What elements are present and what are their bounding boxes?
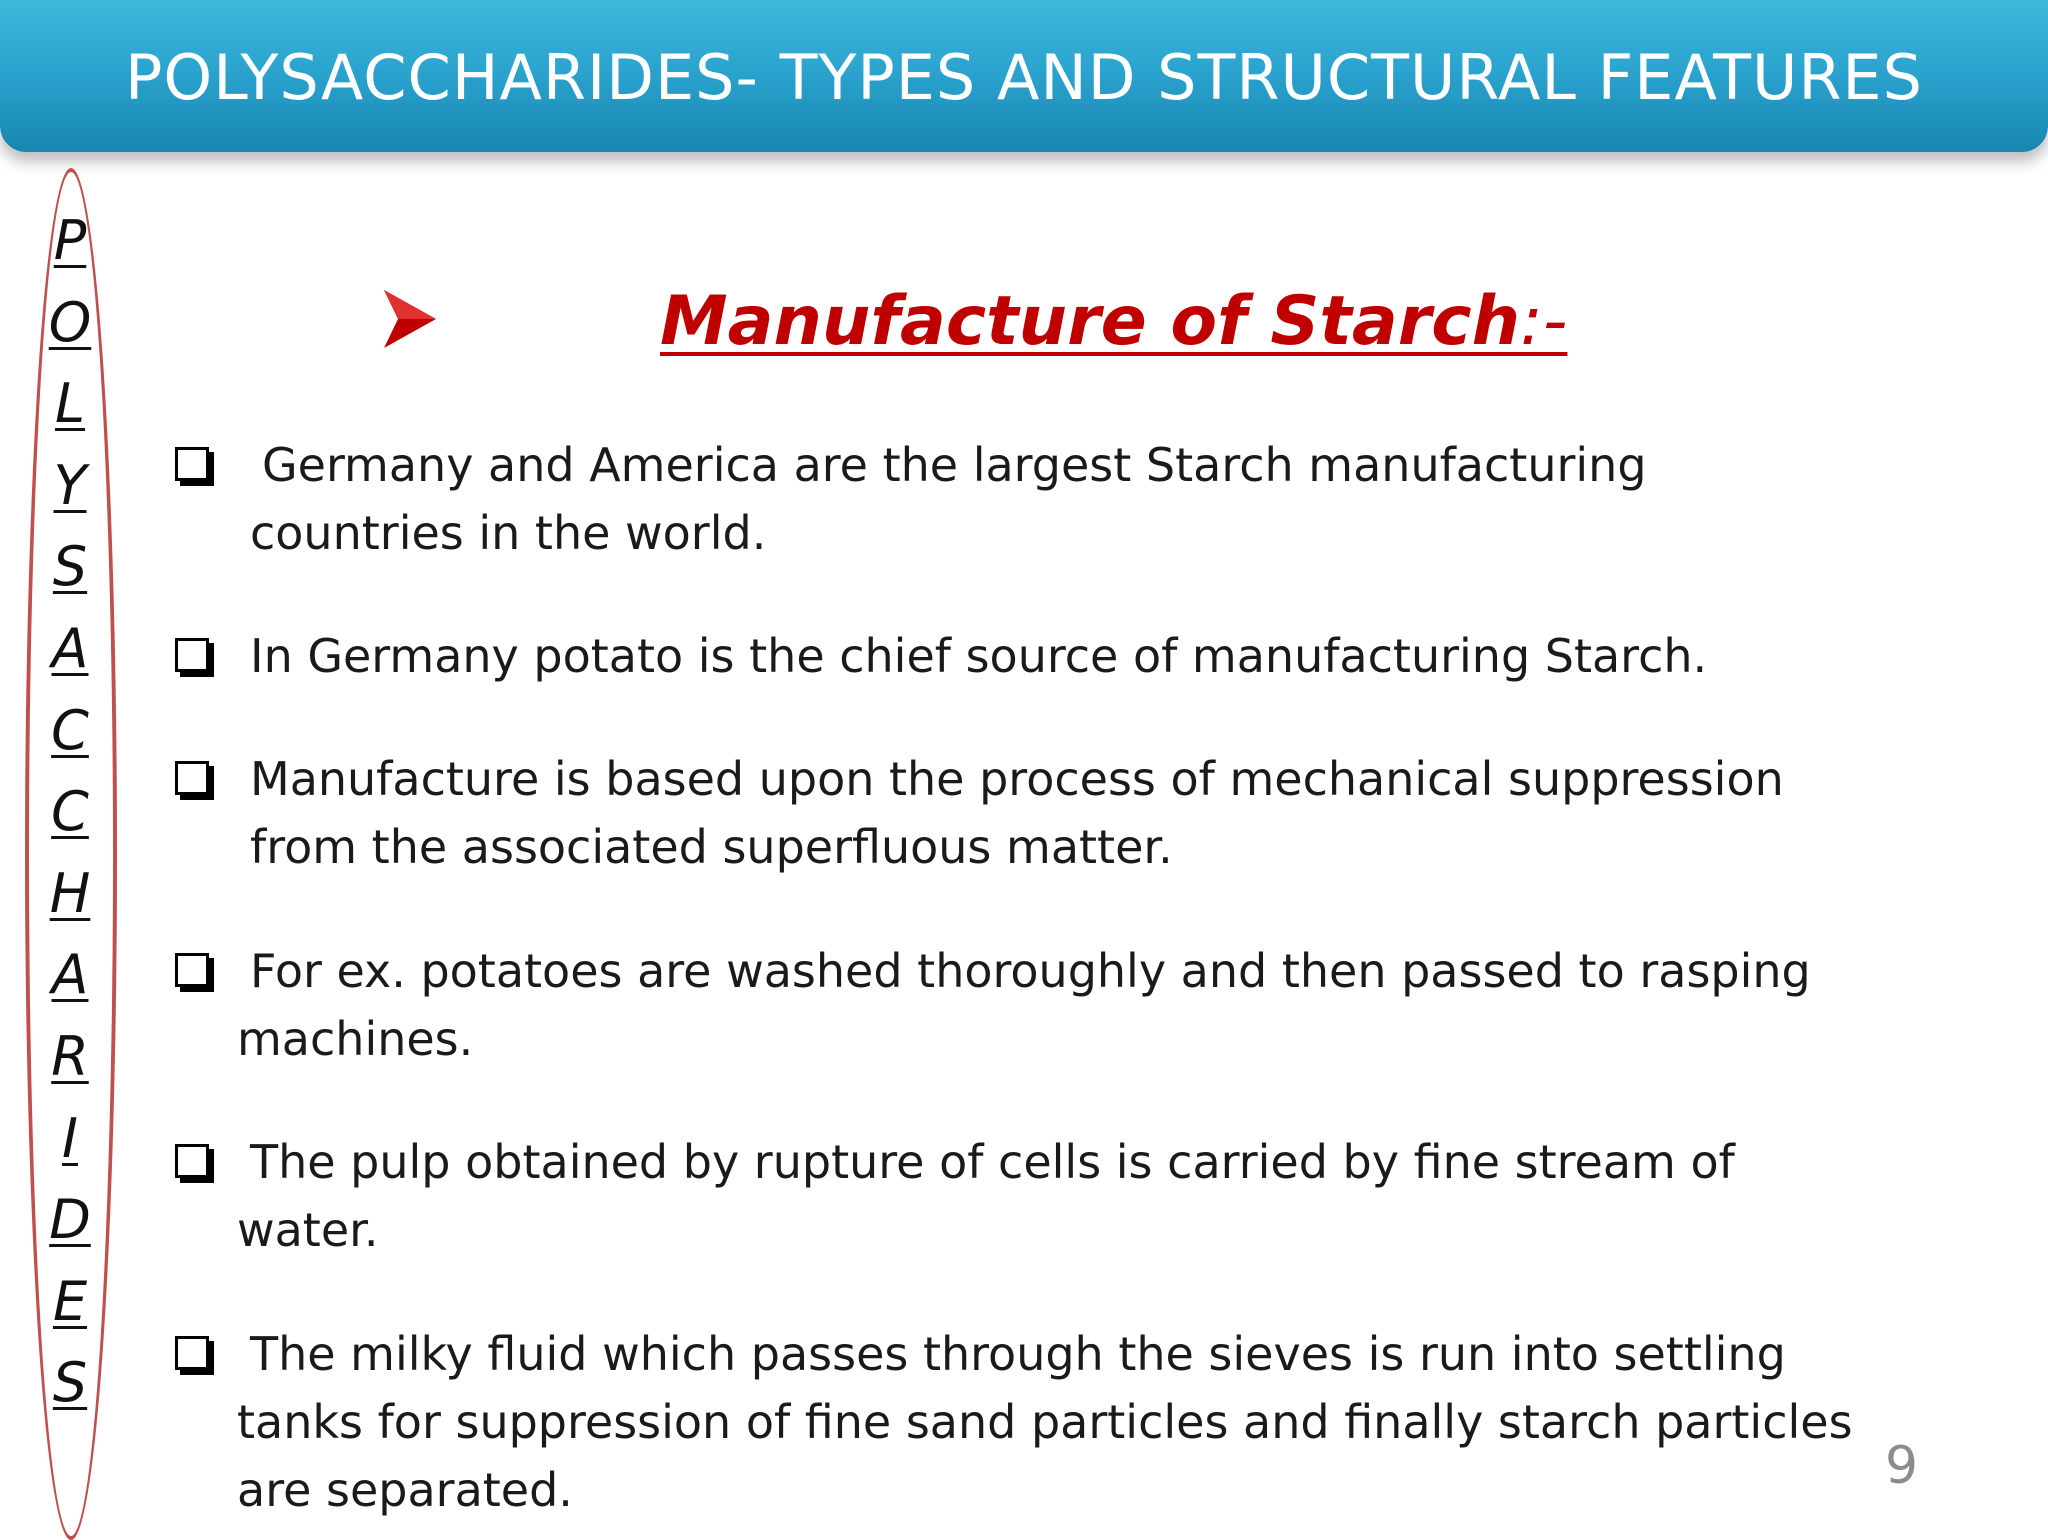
text-line: The pulp obtained by rupture of cells is carried by fine stream of (250, 1135, 1735, 1189)
checkbox-icon (175, 1336, 209, 1370)
text-line: Manufacture is based upon the process of mechanical suppression (250, 752, 1784, 806)
list-item-text (237, 1320, 1870, 1524)
text-line: machines. (237, 1012, 474, 1066)
vertical-letter: E (52, 1269, 88, 1333)
section-heading (660, 280, 1567, 364)
checkbox-icon (175, 953, 209, 987)
text-line: The milky fluid which passes through the sieves is run into settling (250, 1327, 1786, 1381)
vertical-letter: R (51, 1024, 89, 1088)
vertical-letter: H (49, 861, 91, 925)
slide-title: POLYSACCHARIDES- TYPES AND STRUCTURAL FEATURES (125, 41, 1923, 114)
heading-suffix: :- (1520, 282, 1568, 361)
vertical-letter: Y (53, 453, 87, 517)
checkbox-icon (175, 638, 209, 672)
text-line: In Germany potato is the chief source of manufacturing Starch. (250, 629, 1708, 683)
text-line: countries in the world. (250, 506, 767, 560)
text-line: water. (237, 1203, 379, 1257)
vertical-letter: C (51, 780, 89, 844)
vertical-letter: S (52, 1351, 88, 1415)
vertical-letter: D (49, 1188, 91, 1252)
arrow-bullet-icon (382, 288, 438, 350)
text-line: are separated. (237, 1463, 573, 1517)
vertical-letter: P (53, 209, 87, 272)
page-number: 9 (1885, 1436, 1919, 1496)
vertical-letter: A (51, 943, 89, 1007)
vertical-word (30, 205, 110, 1429)
vertical-letter: I (62, 1106, 78, 1170)
list-item-text (237, 937, 1870, 1073)
vertical-letter: L (54, 372, 86, 436)
list-item-text (237, 1128, 1870, 1264)
list-item-text (250, 622, 1870, 690)
text-line: from the associated superfluous matter. (250, 820, 1173, 874)
text-line: For ex. potatoes are washed thoroughly and then passed to rasping (250, 944, 1811, 998)
list-item-text (250, 431, 1870, 567)
text-line: tanks for suppression of fine sand particles and finally starch particles (237, 1395, 1853, 1449)
checkbox-icon (175, 1144, 209, 1178)
list-item-text (250, 745, 1870, 881)
vertical-letter: A (51, 616, 89, 680)
vertical-letter: C (51, 698, 89, 762)
vertical-letter: O (48, 290, 92, 354)
heading-text: Manufacture of Starch (660, 282, 1520, 361)
text-line: Germany and America are the largest Starch manufacturing (262, 438, 1647, 492)
checkbox-icon (175, 761, 209, 795)
checkbox-icon (175, 447, 209, 481)
vertical-letter: S (52, 535, 88, 599)
